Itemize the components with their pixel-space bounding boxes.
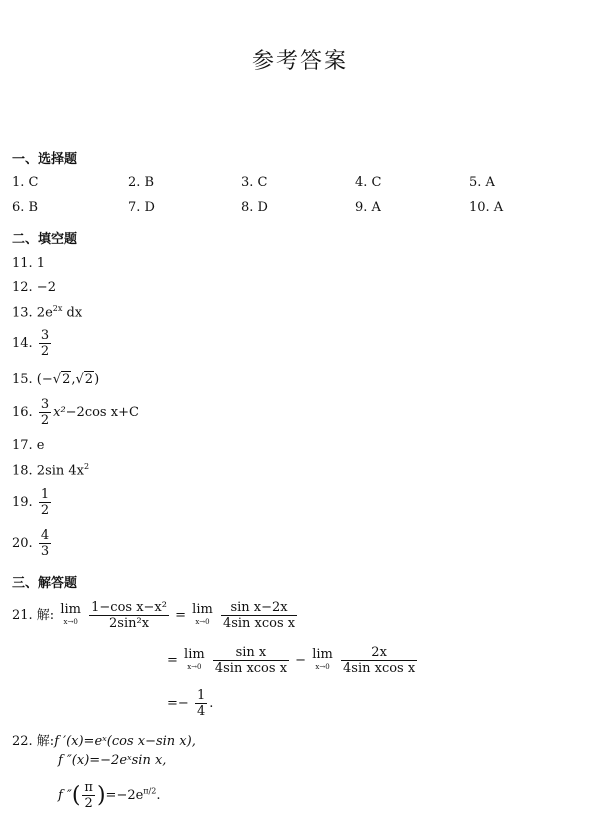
fill-answer-19: 19. $\frac{1}{2}$	[12, 487, 50, 518]
mc-answer: 8. D	[241, 200, 268, 215]
solution-21-line1: 21. 解: lim x→0 $\frac{\text{1−cos x−x²}}{\text{2sin²x}}$ = lim x→0 $\frac{\text{sin x−2x}}{\text{4sin xcos x}}$	[12, 600, 296, 631]
mc-answer: 1. C	[12, 175, 39, 190]
mc-answer: 2. B	[128, 175, 155, 190]
solution-21-line2: = lim x→0 $\frac{\text{sin x}}{\text{4sin xcos x}}$ − lim x→0 $\frac{2x}{\text{4sin xcos x}}$	[167, 645, 416, 676]
mc-answer: 4. C	[355, 175, 382, 190]
fill-answer-17: 17. e	[12, 438, 45, 453]
fill-answer-12: 12. −2	[12, 280, 56, 295]
mc-answer: 7. D	[128, 200, 155, 215]
section-heading-choice: 一、选择题	[12, 152, 78, 167]
solution-22-line2: f ″(x)=−2eˣsin x,	[58, 753, 167, 768]
mc-answer: 9. A	[355, 200, 381, 215]
fill-answer-18: 18. 2sin $4x^2$	[12, 462, 90, 479]
mc-answer: 6. B	[12, 200, 39, 215]
section-heading-fill: 二、填空题	[12, 232, 78, 247]
solution-21-result: =− $\frac{1}{4}$ .	[167, 688, 214, 719]
section-heading-solutions: 三、解答题	[12, 576, 78, 591]
page-title: 参考答案	[251, 49, 348, 74]
fill-answer-15: 15. (−√2,√2)	[12, 372, 100, 387]
solution-22-line1: 22. 解:f ′(x)=eˣ(cos x−sin x),	[12, 734, 196, 749]
mc-answer: 10. A	[469, 200, 504, 215]
solution-22-line3: f ″( $\frac{\pi}{2}$ )$=-2e^{\pi/2}$.	[58, 780, 161, 811]
fill-answer-16: 16. $\frac{3}{2}$ x²−2cos x+C	[12, 397, 139, 428]
mc-answer: 5. A	[469, 175, 495, 190]
mc-answer: 3. C	[241, 175, 268, 190]
fill-answer-14: 14. $\frac{3}{2}$	[12, 328, 50, 359]
fill-answer-11: 11. 1	[12, 256, 46, 271]
fill-answer-20: 20. $\frac{4}{3}$	[12, 528, 50, 559]
fill-answer-13: 13. $2e^{2x}$ dx	[12, 304, 83, 321]
